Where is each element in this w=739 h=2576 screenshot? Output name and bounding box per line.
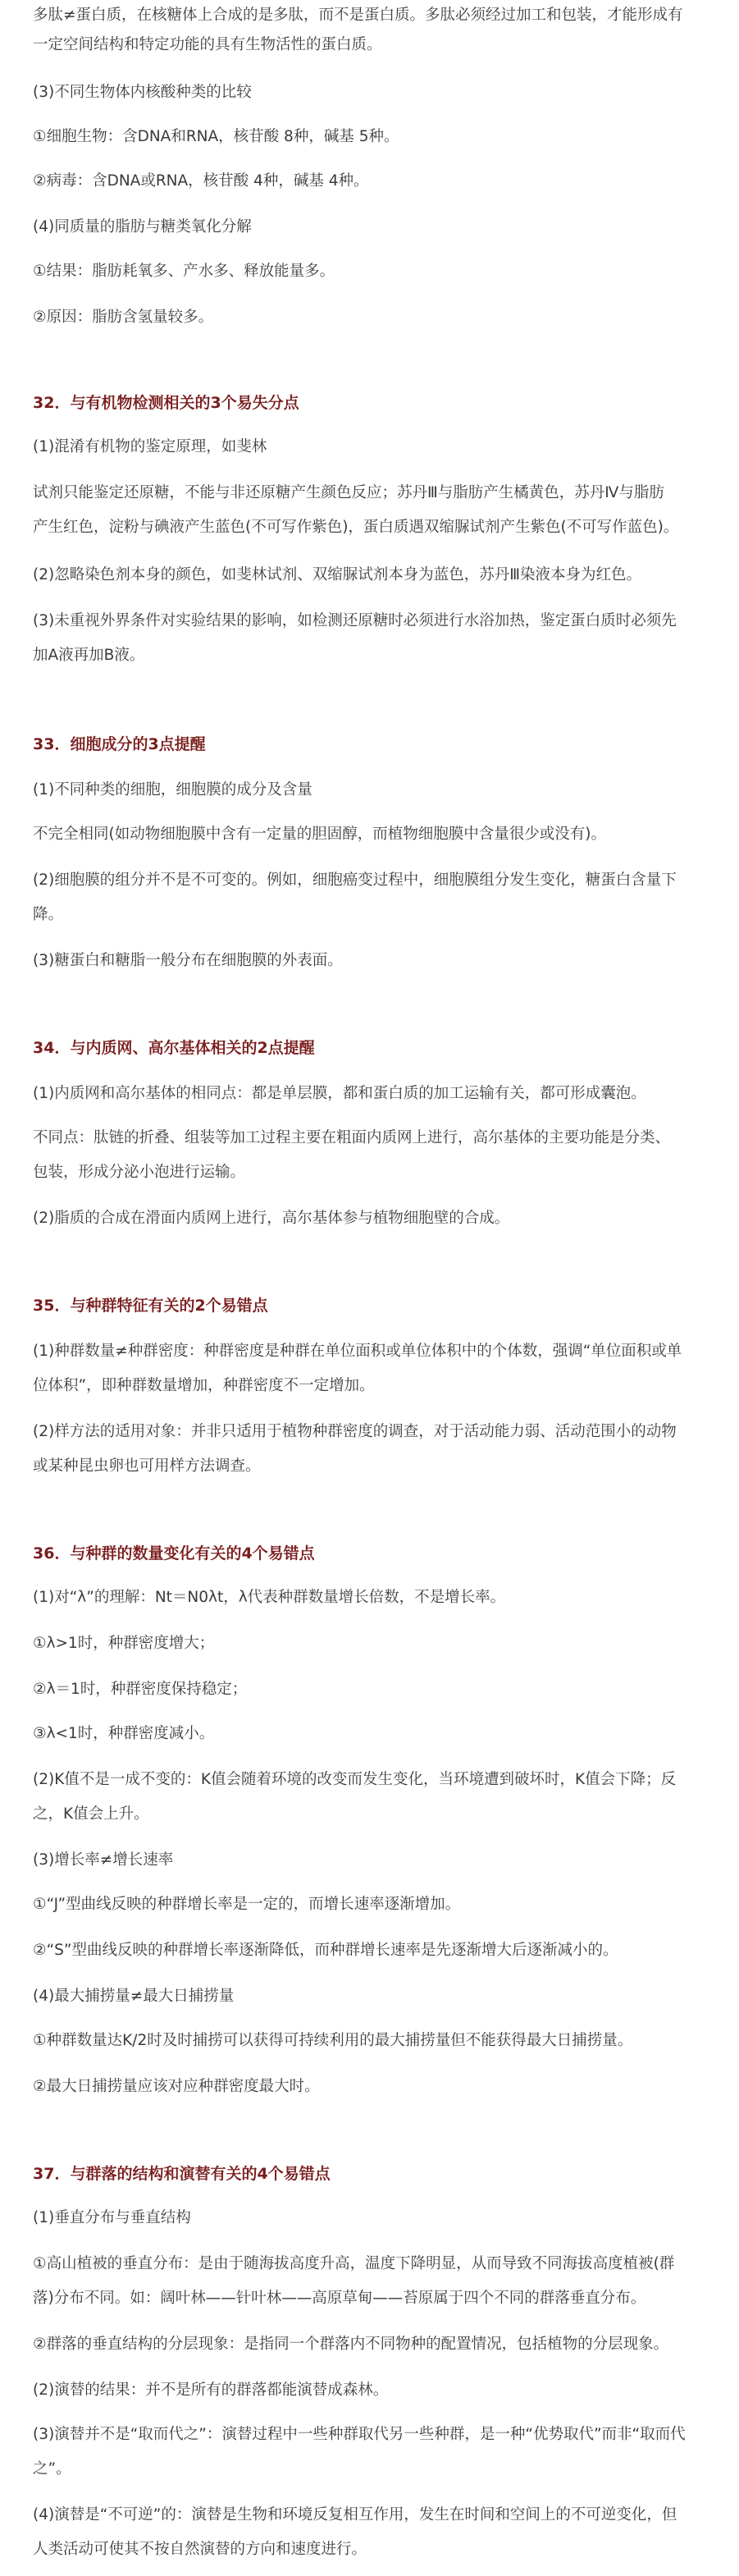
section-heading: 35．与种群特征有关的2个易错点 [33, 1297, 268, 1315]
text-line: (1)内质网和高尔基体的相同点：都是单层膜，都和蛋白质的加工运输有关，都可形成囊泡。 [33, 1085, 646, 1102]
text-line: 包装，形成分泌小泡进行运输。 [33, 1164, 246, 1181]
text-line: ①种群数量达K/2时及时捕捞可以获得可持续利用的最大捕捞量但不能获得最大日捕捞量。 [33, 2032, 633, 2049]
text-line: 一定空间结构和特定功能的具有生物活性的蛋白质。 [33, 36, 382, 53]
text-line: (1)不同种类的细胞，细胞膜的成分及含量 [33, 781, 312, 798]
text-line: 试剂只能鉴定还原糖，不能与非还原糖产生颜色反应；苏丹Ⅲ与脂肪产生橘黄色，苏丹Ⅳ与脂肪 [33, 484, 664, 501]
text-line: (2)样方法的适用对象：并非只适用于植物种群密度的调查，对于活动能力弱、活动范围小的动物 [33, 1423, 677, 1440]
text-line: (2)脂质的合成在滑面内质网上进行，高尔基体参与植物细胞壁的合成。 [33, 1210, 510, 1227]
text-line: (1)对“λ”的理解：Nt＝N0λt，λ代表种群数量增长倍数，不是增长率。 [33, 1589, 506, 1606]
text-line: (3)未重视外界条件对实验结果的影响，如检测还原糖时必须进行水浴加热，鉴定蛋白质时必须先 [33, 612, 677, 629]
text-line: (3)糖蛋白和糖脂一般分布在细胞膜的外表面。 [33, 952, 343, 969]
text-line: ②λ＝1时，种群密度保持稳定； [33, 1681, 248, 1698]
text-line: 位体积”，即种群数量增加，种群密度不一定增加。 [33, 1377, 375, 1394]
text-line: (3)演替并不是“取而代之”：演替过程中一些种群取代另一些种群，是一种“优势取代”而非“取而代 [33, 2426, 686, 2443]
text-line: (2)K值不是一成不变的：K值会随着环境的改变而发生变化，当环境遭到破坏时，K值会下降；反 [33, 1771, 677, 1788]
text-line: ①λ>1时，种群密度增大； [33, 1635, 215, 1652]
text-line: (4)同质量的脂肪与糖类氧化分解 [33, 218, 252, 236]
text-line: 人类活动可使其不按自然演替的方向和速度进行。 [33, 2541, 367, 2558]
section-heading: 33．细胞成分的3点提醒 [33, 735, 206, 753]
text-line: ①高山植被的垂直分布：是由于随海拔高度升高，温度下降明显，从而导致不同海拔高度植被(群 [33, 2255, 675, 2272]
section-heading: 36．与种群的数量变化有关的4个易错点 [33, 1544, 315, 1563]
text-line: 产生红色，淀粉与碘液产生蓝色(不可写作紫色)，蛋白质遇双缩脲试剂产生紫色(不可写作蓝色)。 [33, 519, 679, 536]
text-line: ②“S”型曲线反映的种群增长率逐渐降低，而种群增长速率是先逐渐增大后逐渐减小的。 [33, 1942, 618, 1959]
text-line: ①“J”型曲线反映的种群增长率是一定的，而增长速率逐渐增加。 [33, 1896, 461, 1913]
text-line: (1)种群数量≠种群密度：种群密度是种群在单位面积或单位体积中的个体数，强调“单位面积或单 [33, 1343, 682, 1360]
text-line: (3)增长率≠增长速率 [33, 1851, 174, 1869]
text-line: 降。 [33, 906, 64, 923]
text-line: (4)演替是“不可逆”的：演替是生物和环境反复相互作用，发生在时间和空间上的不可逆变化，但 [33, 2506, 677, 2523]
text-line: ①结果：脂肪耗氧多、产水多、释放能量多。 [33, 263, 335, 280]
text-line: 不完全相同(如动物细胞膜中含有一定量的胆固醇，而植物细胞膜中含量很少或没有)。 [33, 826, 606, 843]
text-line: (1)混淆有机物的鉴定原理，如斐林 [33, 438, 267, 455]
text-line: 之，K值会上升。 [33, 1805, 149, 1823]
text-line: 之”。 [33, 2460, 71, 2478]
text-line: ②最大日捕捞量应该对应种群密度最大时。 [33, 2078, 320, 2095]
text-line: (1)垂直分布与垂直结构 [33, 2209, 191, 2226]
text-line: (2)演替的结果：并不是所有的群落都能演替成森林。 [33, 2382, 389, 2399]
text-line: 落)分布不同。如：阔叶林——针叶林——高原草甸——苔原属于四个不同的群落垂直分布。 [33, 2290, 646, 2307]
text-line: 或某种昆虫卵也可用样方法调查。 [33, 1457, 261, 1475]
text-line: (3)不同生物体内核酸种类的比较 [33, 84, 252, 101]
text-line: 不同点：肽链的折叠、组装等加工过程主要在粗面内质网上进行，高尔基体的主要功能是分类、 [33, 1129, 671, 1146]
text-line: ③λ<1时，种群密度减小。 [33, 1725, 215, 1742]
text-line: ②病毒：含DNA或RNA，核苷酸 4种，碱基 4种。 [33, 172, 369, 190]
text-line: (2)忽略染色剂本身的颜色，如斐林试剂、双缩脲试剂本身为蓝色，苏丹Ⅲ染液本身为红色。 [33, 566, 641, 583]
section-heading: 37．与群落的结构和演替有关的4个易错点 [33, 2165, 331, 2183]
text-line: 多肽≠蛋白质，在核糖体上合成的是多肽，而不是蛋白质。多肽必须经过加工和包装，才能形成有 [33, 7, 683, 24]
text-line: ②群落的垂直结构的分层现象：是指同一个群落内不同物种的配置情况，包括植物的分层现象。 [33, 2336, 669, 2353]
text-line: ②原因：脂肪含氢量较多。 [33, 309, 214, 326]
section-heading: 34．与内质网、高尔基体相关的2点提醒 [33, 1039, 315, 1057]
text-line: (4)最大捕捞量≠最大日捕捞量 [33, 1988, 235, 2005]
text-line: 加A液再加B液。 [33, 647, 145, 664]
section-heading: 32．与有机物检测相关的3个易失分点 [33, 394, 299, 412]
text-line: (2)细胞膜的组分并不是不可变的。例如，细胞癌变过程中，细胞膜组分发生变化，糖蛋白含量下 [33, 872, 677, 889]
text-line: ①细胞生物：含DNA和RNA，核苷酸 8种，碱基 5种。 [33, 128, 399, 145]
